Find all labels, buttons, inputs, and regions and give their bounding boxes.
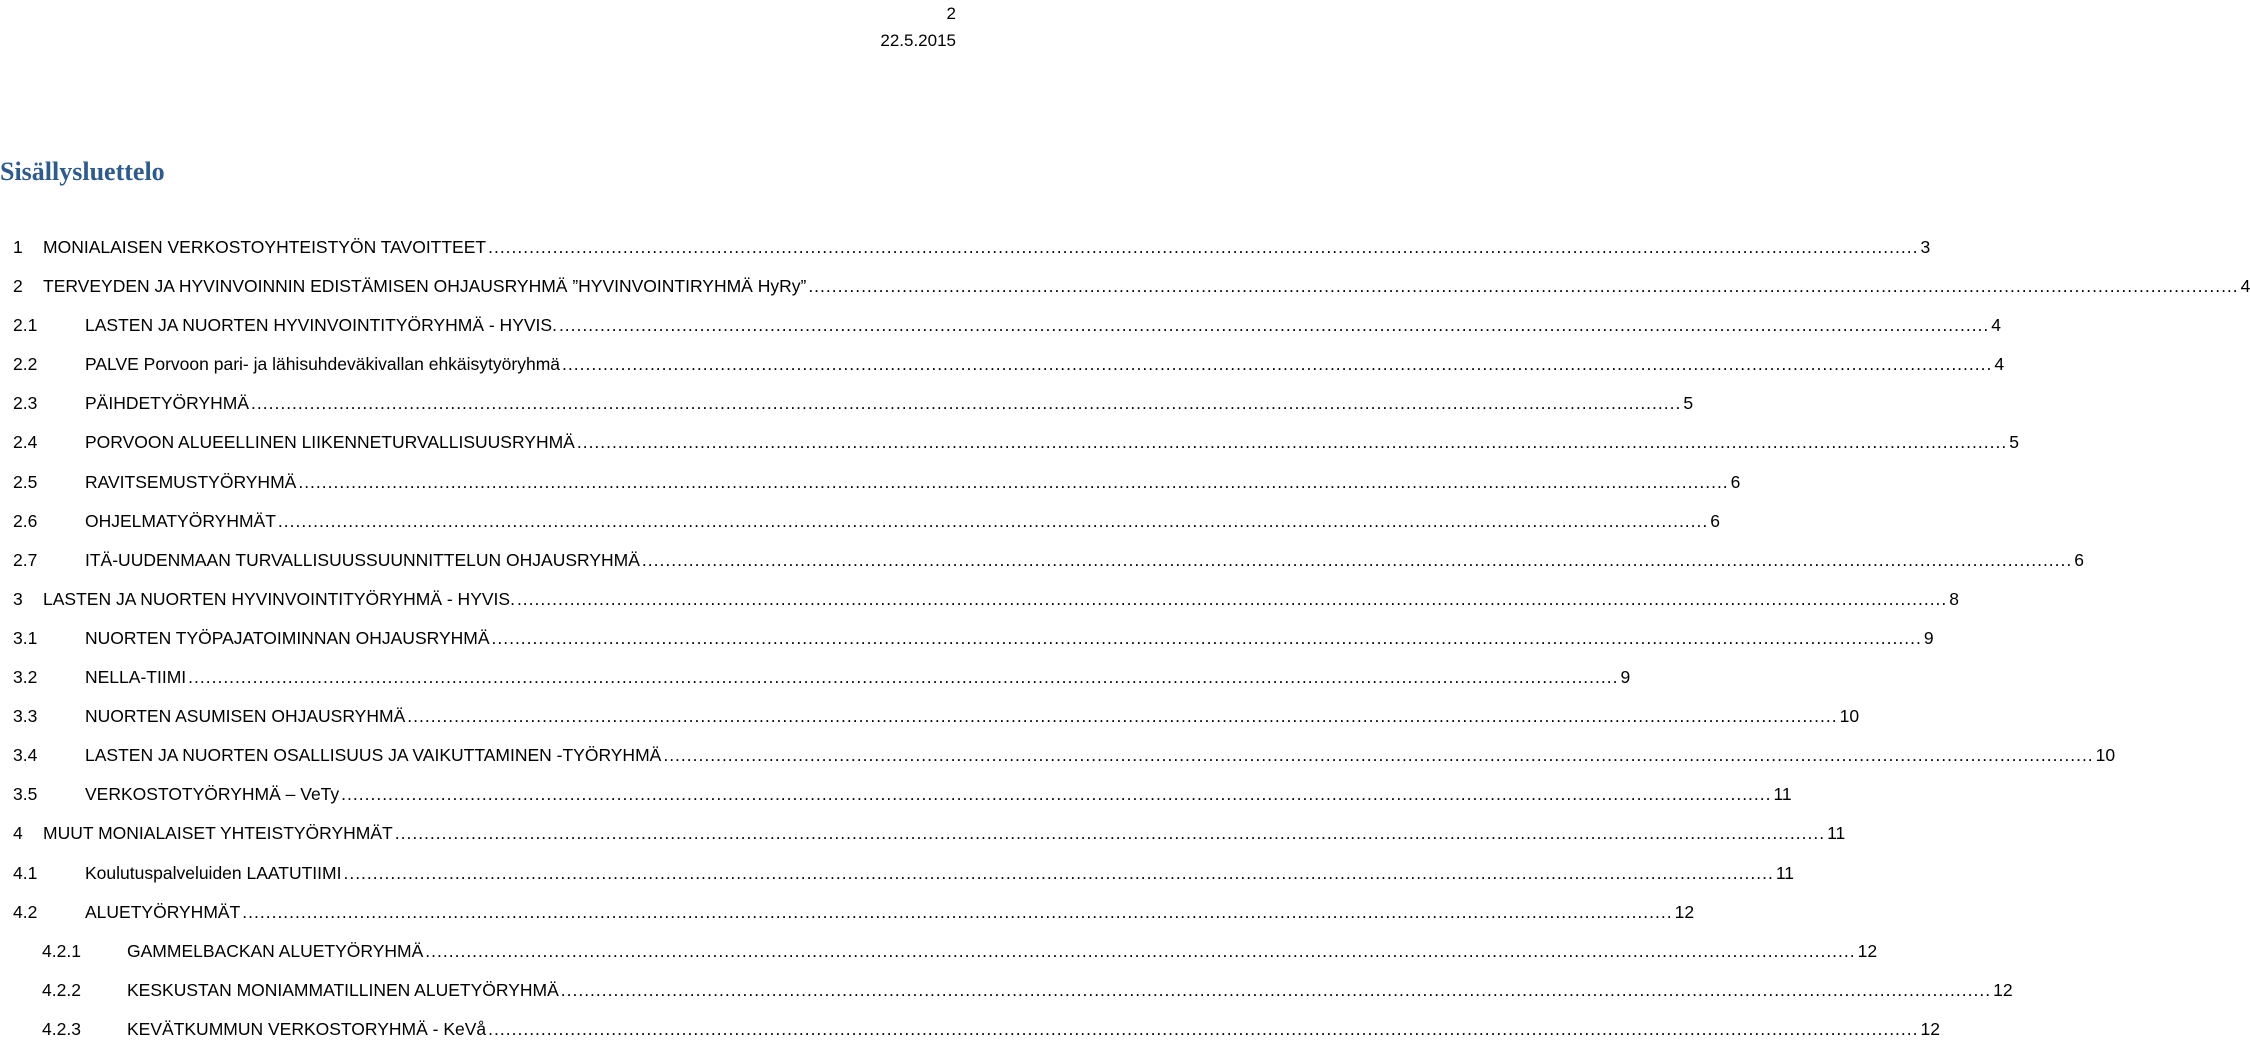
table-of-contents	[0, 237, 2250, 1058]
toc-entry[interactable]	[0, 315, 2002, 354]
toc-entry-page: 3	[1920, 237, 1931, 257]
toc-entry[interactable]	[0, 706, 1860, 745]
toc-entry-number: 3.4	[13, 745, 38, 766]
toc-entry-page: 12	[1920, 1018, 1940, 1039]
toc-dot-leader	[488, 237, 1918, 258]
toc-entry[interactable]	[0, 588, 1960, 628]
toc-dot-leader	[407, 706, 1837, 727]
toc-entry-page: 12	[1993, 979, 2013, 1000]
toc-entry[interactable]	[0, 276, 2250, 315]
toc-entry[interactable]	[0, 979, 2013, 1019]
toc-entry-label: GAMMELBACKAN ALUETYÖRYHMÄ	[127, 940, 424, 961]
toc-entry-label: LASTEN JA NUORTEN OSALLISUUS JA VAIKUTTAMINEN -TYÖRYHMÄ	[85, 745, 662, 766]
toc-entry-number: 4	[13, 823, 23, 844]
toc-entry-number: 3.1	[13, 627, 38, 648]
toc-entry-number: 2.1	[13, 315, 38, 336]
toc-entry-number: 2.4	[13, 432, 38, 453]
toc-dot-leader	[188, 667, 1618, 688]
toc-entry[interactable]	[0, 1018, 1940, 1058]
toc-entry-label: PORVOON ALUEELLINEN LIIKENNETURVALLISUUSRYHMÄ	[85, 432, 575, 453]
toc-entry[interactable]	[0, 823, 1846, 862]
toc-entry-label: MONIALAISEN VERKOSTOYHTEISTYÖN TAVOITTEET	[43, 237, 487, 257]
toc-entry[interactable]	[0, 745, 2116, 784]
toc-entry-number: 4.2	[13, 901, 38, 922]
toc-dot-leader	[517, 589, 1947, 610]
toc-entry-page: 5	[2009, 432, 2019, 453]
toc-entry-label: ALUETYÖRYHMÄT	[85, 901, 241, 922]
toc-entry-page: 10	[2095, 745, 2116, 766]
toc-entry-label: NUORTEN ASUMISEN OHJAUSRYHMÄ	[85, 706, 406, 727]
toc-entry-number: 2.6	[13, 510, 38, 531]
toc-entry-label: KEVÄTKUMMUN VERKOSTORYHMÄ - KeVå	[127, 1018, 487, 1039]
toc-entry-label: LASTEN JA NUORTEN HYVINVOINTITYÖRYHMÄ - HYVIS.	[85, 315, 557, 336]
toc-dot-leader	[577, 432, 2007, 453]
page-header	[880, 0, 956, 54]
toc-entry-label: ITÄ-UUDENMAAN TURVALLISUUSSUUNNITTELUN OHJAUSRYHMÄ	[85, 549, 640, 570]
toc-entry[interactable]	[0, 354, 2005, 393]
toc-entry-label: TERVEYDEN JA HYVINVOINNIN EDISTÄMISEN OHJAUSRYHMÄ ”HYVINVOINTIRYHMÄ HyRy”	[43, 276, 807, 297]
toc-entry-page: 11	[1773, 784, 1792, 805]
toc-dot-leader	[488, 1019, 1918, 1040]
toc-dot-leader	[561, 980, 1991, 1001]
toc-dot-leader	[808, 276, 2238, 297]
toc-dot-leader	[663, 745, 2093, 766]
toc-entry-page: 12	[1674, 901, 1695, 922]
header-date: 22.5.2015	[880, 31, 956, 50]
toc-dot-leader	[492, 628, 1922, 649]
toc-entry[interactable]	[0, 784, 1792, 823]
toc-dot-leader	[341, 784, 1771, 805]
toc-entry-label: MUUT MONIALAISET YHTEISTYÖRYHMÄT	[43, 823, 393, 844]
toc-title: Sisällysluettelo	[0, 157, 165, 186]
toc-entry-number: 1	[13, 237, 23, 257]
toc-entry-page: 9	[1923, 627, 1934, 648]
toc-entry-page: 8	[1949, 588, 1960, 609]
toc-dot-leader	[425, 941, 1855, 962]
toc-dot-leader	[395, 823, 1825, 844]
toc-entry-page: 10	[1839, 706, 1860, 727]
toc-dot-leader	[251, 393, 1681, 414]
page-number: 2	[946, 4, 956, 23]
toc-entry-label: PÄIHDETYÖRYHMÄ	[85, 393, 250, 414]
toc-entry-page: 9	[1620, 667, 1631, 688]
toc-entry-label: KESKUSTAN MONIAMMATILLINEN ALUETYÖRYHMÄ	[127, 979, 559, 1000]
toc-entry-number: 4.2.2	[42, 979, 81, 1000]
toc-entry-number: 3	[13, 588, 23, 609]
toc-entry[interactable]	[0, 667, 1631, 706]
toc-entry-page: 6	[1730, 471, 1741, 492]
toc-entry-page: 6	[2074, 549, 2084, 570]
toc-entry-page: 4	[2240, 276, 2250, 297]
toc-entry-label: OHJELMATYÖRYHMÄT	[85, 510, 276, 531]
toc-entry-label: RAVITSEMUSTYÖRYHMÄ	[85, 471, 297, 492]
toc-entry[interactable]	[0, 237, 1931, 276]
toc-entry[interactable]	[0, 627, 1934, 667]
toc-entry-label: VERKOSTOTYÖRYHMÄ – VeTy	[85, 784, 340, 805]
toc-entry[interactable]	[0, 471, 1741, 511]
toc-entry[interactable]	[0, 901, 1695, 941]
toc-entry-number: 2.3	[13, 393, 38, 414]
toc-entry[interactable]	[0, 432, 2019, 471]
toc-dot-leader	[298, 472, 1728, 493]
toc-entry-page: 5	[1683, 393, 1694, 414]
toc-entry-number: 3.5	[13, 784, 38, 805]
toc-dot-leader	[559, 315, 1989, 336]
toc-entry-page: 11	[1827, 823, 1846, 844]
toc-entry-page: 4	[1991, 315, 2002, 336]
toc-dot-leader	[343, 863, 1773, 884]
toc-entry-number: 2.5	[13, 471, 38, 492]
toc-entry-number: 3.3	[13, 706, 38, 727]
toc-entry[interactable]	[0, 940, 1878, 980]
toc-entry-label: NUORTEN TYÖPAJATOIMINNAN OHJAUSRYHMÄ	[85, 627, 490, 648]
toc-entry-number: 2.7	[13, 549, 38, 570]
toc-entry-page: 4	[1994, 354, 2005, 375]
toc-entry[interactable]	[0, 393, 1694, 432]
toc-dot-leader	[242, 902, 1672, 923]
toc-entry[interactable]	[0, 862, 1794, 902]
toc-entry-number: 4.2.3	[42, 1018, 81, 1039]
toc-entry-label: Koulutuspalveluiden LAATUTIIMI	[85, 862, 342, 883]
toc-entry[interactable]	[0, 549, 2084, 589]
toc-entry-label: NELLA-TIIMI	[85, 667, 187, 688]
toc-entry-number: 4.1	[13, 862, 38, 883]
toc-entry-page: 12	[1857, 940, 1878, 961]
toc-entry-label: PALVE Porvoon pari- ja lähisuhdeväkivallan ehkäisytyöryhmä	[85, 354, 561, 375]
toc-entry-page: 6	[1710, 510, 1720, 531]
toc-dot-leader	[278, 511, 1708, 532]
toc-entry[interactable]	[0, 510, 1720, 550]
toc-dot-leader	[642, 550, 2072, 571]
toc-entry-label: LASTEN JA NUORTEN HYVINVOINTITYÖRYHMÄ - HYVIS.	[43, 588, 515, 609]
toc-entry-number: 3.2	[13, 667, 38, 688]
toc-entry-number: 4.2.1	[42, 940, 81, 961]
toc-entry-number: 2.2	[13, 354, 38, 375]
toc-entry-page: 11	[1775, 862, 1794, 883]
toc-dot-leader	[562, 354, 1992, 375]
toc-entry-number: 2	[13, 276, 23, 297]
